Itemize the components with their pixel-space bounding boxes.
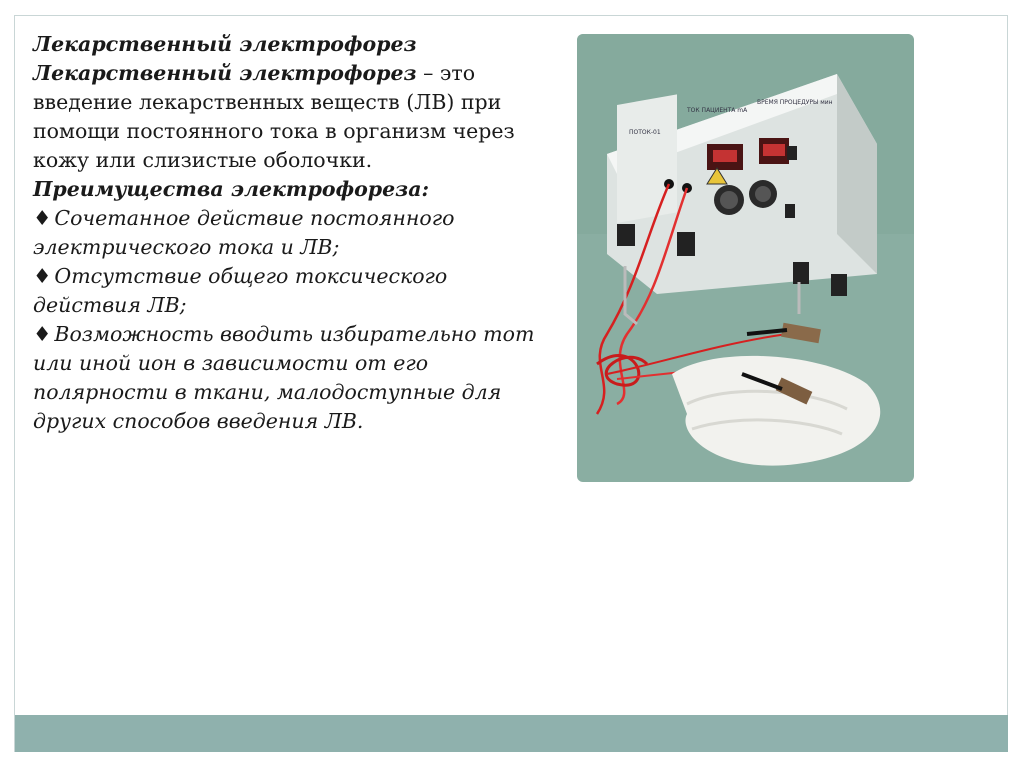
bullet-diamond-icon: ♦: [33, 264, 52, 288]
advantage-text: Отсутствие общего токсического действия ЛВ;: [33, 264, 448, 317]
panel-label-right: ВРЕМЯ ПРОЦЕДУРЫ мин: [757, 99, 833, 106]
advantage-item: [33, 320, 538, 436]
advantages-title: Преимущества электрофореза:: [33, 177, 430, 201]
advantage-text: Возможность вводить избирательно тот или иной ион в зависимости от его полярности в ткани, малодоступные для других способов введения ЛВ.: [33, 322, 535, 433]
advantage-item: [33, 262, 538, 320]
panel-label-left: ТОК ПАЦИЕНТА mA: [687, 107, 748, 114]
device-photo: [577, 34, 914, 482]
definition-term: Лекарственный электрофорез: [33, 61, 417, 85]
bullet-diamond-icon: ♦: [33, 322, 52, 346]
bullet-diamond-icon: ♦: [33, 206, 52, 230]
device-model-label: ПОТОК-01: [629, 129, 661, 136]
advantage-item: [33, 204, 538, 262]
slide-text: [33, 30, 538, 436]
slide-heading: Лекарственный электрофорез: [33, 32, 417, 56]
definition-text: – это введение лекарственных веществ (ЛВ) при помощи постоянного тока в организм через кожу или слизистые оболочки.: [33, 61, 515, 172]
advantage-text: Сочетанное действие постоянного электрического тока и ЛВ;: [33, 206, 455, 259]
definition-paragraph: [33, 59, 538, 175]
electrophoresis-device-image: [577, 34, 914, 482]
footer-bar: [15, 715, 1008, 752]
